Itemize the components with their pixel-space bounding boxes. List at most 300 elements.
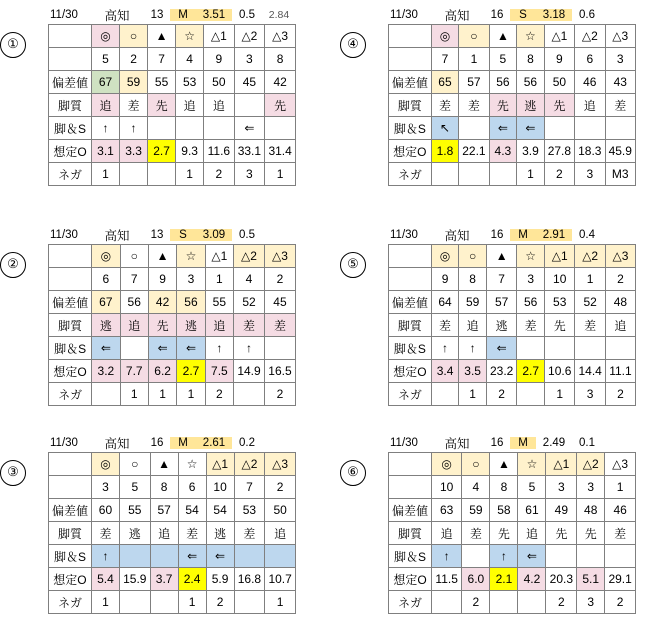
estimated-odds-cell: 3.2 bbox=[92, 360, 120, 383]
header-value1: 2.49 bbox=[542, 437, 566, 449]
row-label-deviation-value: 偏差値 bbox=[389, 499, 432, 522]
estimated-odds-cell: 6.2 bbox=[148, 360, 176, 383]
style-and-s-cell: ↖ bbox=[431, 117, 459, 140]
running-style-cell: 追 bbox=[176, 94, 204, 117]
running-style-cell: 差 bbox=[234, 522, 265, 545]
mark-cell: ▲ bbox=[150, 453, 178, 476]
style-and-s-cell bbox=[546, 545, 577, 568]
style-and-s-cell bbox=[120, 337, 148, 360]
estimated-odds-cell: 4.2 bbox=[518, 568, 546, 591]
estimated-odds-cell: 18.3 bbox=[575, 140, 605, 163]
header-count: 16 bbox=[150, 437, 164, 449]
table-row bbox=[49, 94, 296, 117]
estimated-odds-cell: 16.8 bbox=[234, 568, 265, 591]
row-label-empty bbox=[389, 48, 432, 71]
header-place: 高知 bbox=[104, 437, 130, 451]
running-style-cell: 逃 bbox=[517, 94, 545, 117]
table-row bbox=[49, 163, 296, 186]
estimated-odds-cell: 3.7 bbox=[150, 568, 178, 591]
estimated-odds-cell: 16.5 bbox=[264, 360, 295, 383]
running-style-cell: 追 bbox=[150, 522, 178, 545]
style-and-s-cell: ↑ bbox=[205, 337, 233, 360]
horse-number-cell: 10 bbox=[206, 476, 234, 499]
negative-cell bbox=[92, 383, 120, 406]
negative-cell: 2 bbox=[264, 383, 295, 406]
deviation-value-cell: 58 bbox=[490, 499, 518, 522]
header-count: 16 bbox=[490, 9, 504, 21]
horse-number-cell: 10 bbox=[544, 268, 574, 291]
deviation-value-cell: 46 bbox=[575, 71, 605, 94]
estimated-odds-cell: 31.4 bbox=[265, 140, 296, 163]
deviation-value-cell: 67 bbox=[92, 291, 120, 314]
running-style-cell: 差 bbox=[517, 314, 545, 337]
table-row bbox=[389, 48, 636, 71]
row-label-estimated-odds: 想定O bbox=[49, 568, 92, 591]
running-style-cell: 追 bbox=[605, 314, 635, 337]
running-style-cell: 先 bbox=[544, 314, 574, 337]
block-header-4 bbox=[388, 6, 636, 24]
row-label-estimated-odds: 想定O bbox=[389, 568, 432, 591]
running-style-cell: 追 bbox=[518, 522, 546, 545]
row-label-deviation-value: 偏差値 bbox=[389, 291, 432, 314]
deviation-value-cell: 50 bbox=[265, 499, 296, 522]
deviation-value-cell: 56 bbox=[120, 291, 148, 314]
header-value2: 0.6 bbox=[579, 9, 595, 21]
mark-cell: ◎ bbox=[431, 25, 459, 48]
negative-cell: 2 bbox=[204, 163, 234, 186]
running-style-cell: 先 bbox=[490, 522, 518, 545]
running-style-cell: 追 bbox=[265, 522, 296, 545]
row-label-negative: ネガ bbox=[49, 383, 92, 406]
table-row bbox=[49, 591, 296, 614]
running-style-cell: 差 bbox=[234, 314, 265, 337]
style-and-s-cell: ⇐ bbox=[234, 117, 265, 140]
horse-number-cell: 2 bbox=[120, 48, 148, 71]
negative-cell bbox=[490, 591, 518, 614]
table-row bbox=[49, 545, 296, 568]
style-and-s-cell bbox=[150, 545, 178, 568]
table-row bbox=[49, 337, 296, 360]
row-label-estimated-odds: 想定O bbox=[389, 140, 432, 163]
row-label-style-and-s: 脚＆S bbox=[389, 117, 432, 140]
table-row bbox=[49, 291, 296, 314]
mark-cell: △2 bbox=[575, 245, 605, 268]
estimated-odds-cell: 3.1 bbox=[91, 140, 119, 163]
style-and-s-cell bbox=[517, 337, 545, 360]
negative-cell: 1 bbox=[178, 591, 206, 614]
table-row bbox=[49, 499, 296, 522]
style-and-s-cell bbox=[605, 545, 636, 568]
header-value1: 2.91 bbox=[536, 229, 572, 241]
block-header-3 bbox=[48, 434, 296, 452]
running-style-cell: 逃 bbox=[92, 314, 120, 337]
deviation-value-cell: 57 bbox=[459, 71, 489, 94]
mark-cell: ○ bbox=[120, 25, 148, 48]
table-row bbox=[389, 360, 636, 383]
mark-cell: ◎ bbox=[92, 245, 120, 268]
table-row bbox=[389, 383, 636, 406]
race-table-3 bbox=[48, 452, 296, 614]
estimated-odds-cell: 20.3 bbox=[546, 568, 577, 591]
horse-number-cell: 4 bbox=[234, 268, 265, 291]
running-style-cell: 逃 bbox=[486, 314, 516, 337]
mark-cell: △3 bbox=[605, 453, 636, 476]
horse-number-cell: 2 bbox=[264, 268, 295, 291]
header-value2: 0.2 bbox=[239, 437, 255, 449]
horse-number-cell: 3 bbox=[91, 476, 119, 499]
row-label-empty bbox=[389, 245, 432, 268]
running-style-cell: 差 bbox=[605, 522, 636, 545]
table-row bbox=[389, 314, 636, 337]
table-row bbox=[49, 25, 296, 48]
deviation-value-cell: 54 bbox=[206, 499, 234, 522]
running-style-cell: 追 bbox=[120, 314, 148, 337]
table-row bbox=[389, 337, 636, 360]
header-place: 高知 bbox=[104, 9, 130, 23]
deviation-value-cell: 45 bbox=[264, 291, 295, 314]
mark-cell: ▲ bbox=[490, 453, 518, 476]
style-and-s-cell: ↑ bbox=[91, 117, 119, 140]
horse-number-cell: 3 bbox=[605, 48, 636, 71]
style-and-s-cell bbox=[544, 117, 574, 140]
estimated-odds-cell: 2.7 bbox=[148, 140, 176, 163]
mark-cell: ○ bbox=[459, 245, 487, 268]
header-date: 11/30 bbox=[50, 437, 78, 449]
mark-cell: △2 bbox=[234, 25, 265, 48]
mark-cell: ○ bbox=[462, 453, 490, 476]
mark-cell: ▲ bbox=[489, 25, 517, 48]
table-row bbox=[49, 476, 296, 499]
table-row bbox=[49, 245, 296, 268]
negative-cell: 2 bbox=[544, 163, 574, 186]
row-label-running-style: 脚質 bbox=[389, 314, 432, 337]
block-index-5: ⑤ bbox=[340, 252, 366, 278]
estimated-odds-cell: 45.9 bbox=[605, 140, 636, 163]
deviation-value-cell: 48 bbox=[605, 291, 635, 314]
horse-number-cell: 3 bbox=[546, 476, 577, 499]
table-row bbox=[389, 499, 636, 522]
table-row bbox=[389, 268, 636, 291]
horse-number-cell: 3 bbox=[577, 476, 605, 499]
running-style-cell: 差 bbox=[264, 314, 295, 337]
table-row bbox=[49, 314, 296, 337]
negative-cell bbox=[431, 591, 461, 614]
negative-cell bbox=[489, 163, 517, 186]
estimated-odds-cell: 6.0 bbox=[462, 568, 490, 591]
horse-number-cell: 9 bbox=[431, 268, 459, 291]
horse-number-cell: 8 bbox=[490, 476, 518, 499]
horse-number-cell: 3 bbox=[234, 48, 265, 71]
negative-cell: 1 bbox=[459, 383, 487, 406]
mark-cell: △1 bbox=[206, 453, 234, 476]
table-row bbox=[389, 117, 636, 140]
header-date: 11/30 bbox=[390, 229, 418, 241]
deviation-value-cell: 56 bbox=[177, 291, 205, 314]
estimated-odds-cell: 27.8 bbox=[544, 140, 574, 163]
mark-cell: ◎ bbox=[91, 453, 119, 476]
horse-number-cell: 1 bbox=[459, 48, 489, 71]
style-and-s-cell bbox=[176, 117, 204, 140]
header-count: 16 bbox=[490, 437, 504, 449]
style-and-s-cell bbox=[544, 337, 574, 360]
table-row bbox=[49, 568, 296, 591]
running-style-cell: 差 bbox=[178, 522, 206, 545]
header-value1: 2.61 bbox=[196, 437, 232, 449]
estimated-odds-cell: 33.1 bbox=[234, 140, 265, 163]
negative-cell: 1 bbox=[265, 591, 296, 614]
deviation-value-cell: 52 bbox=[234, 291, 265, 314]
horse-number-cell: 5 bbox=[489, 48, 517, 71]
deviation-value-cell: 52 bbox=[575, 291, 605, 314]
race-table-6 bbox=[388, 452, 636, 614]
negative-cell: M3 bbox=[605, 163, 636, 186]
horse-number-cell: 8 bbox=[517, 48, 545, 71]
estimated-odds-cell: 7.7 bbox=[120, 360, 148, 383]
mark-cell: ○ bbox=[120, 245, 148, 268]
row-label-negative: ネガ bbox=[389, 163, 432, 186]
block-index-2: ② bbox=[0, 252, 26, 278]
horse-number-cell: 1 bbox=[575, 268, 605, 291]
deviation-value-cell: 53 bbox=[234, 499, 265, 522]
running-style-cell: 追 bbox=[575, 94, 605, 117]
running-style-cell: 先 bbox=[577, 522, 605, 545]
estimated-odds-cell: 4.3 bbox=[489, 140, 517, 163]
style-and-s-cell: ⇐ bbox=[517, 117, 545, 140]
header-date: 11/30 bbox=[390, 9, 418, 21]
mark-cell: ☆ bbox=[177, 245, 205, 268]
deviation-value-cell: 43 bbox=[605, 71, 636, 94]
estimated-odds-cell: 3.4 bbox=[431, 360, 459, 383]
estimated-odds-cell: 3.3 bbox=[120, 140, 148, 163]
header-date: 11/30 bbox=[390, 437, 418, 449]
header-date: 11/30 bbox=[50, 229, 78, 241]
header-grade: S bbox=[510, 9, 536, 21]
negative-cell bbox=[459, 163, 489, 186]
mark-cell: △2 bbox=[234, 453, 265, 476]
row-label-negative: ネガ bbox=[49, 163, 92, 186]
header-value2: 0.5 bbox=[239, 229, 255, 241]
header-grade: M bbox=[510, 437, 536, 449]
estimated-odds-cell: 5.9 bbox=[206, 568, 234, 591]
row-label-style-and-s: 脚＆S bbox=[49, 117, 92, 140]
negative-cell: 1 bbox=[517, 163, 545, 186]
estimated-odds-cell: 2.1 bbox=[490, 568, 518, 591]
mark-cell: ☆ bbox=[176, 25, 204, 48]
row-label-estimated-odds: 想定O bbox=[49, 140, 92, 163]
header-value3: 2.84 bbox=[268, 9, 290, 21]
style-and-s-cell: ↑ bbox=[431, 545, 461, 568]
estimated-odds-cell: 14.9 bbox=[234, 360, 265, 383]
mark-cell: ☆ bbox=[178, 453, 206, 476]
negative-cell: 1 bbox=[544, 383, 574, 406]
negative-cell: 1 bbox=[91, 163, 119, 186]
mark-cell: △1 bbox=[546, 453, 577, 476]
estimated-odds-cell: 29.1 bbox=[605, 568, 636, 591]
deviation-value-cell: 59 bbox=[120, 71, 148, 94]
header-place: 高知 bbox=[444, 9, 470, 23]
running-style-cell: 追 bbox=[91, 94, 119, 117]
mark-cell: ☆ bbox=[517, 25, 545, 48]
deviation-value-cell: 67 bbox=[91, 71, 119, 94]
table-row bbox=[389, 568, 636, 591]
negative-cell: 2 bbox=[546, 591, 577, 614]
negative-cell bbox=[431, 383, 459, 406]
negative-cell: 1 bbox=[148, 383, 176, 406]
style-and-s-cell: ⇐ bbox=[486, 337, 516, 360]
table-row bbox=[49, 268, 296, 291]
running-style-cell: 先 bbox=[489, 94, 517, 117]
mark-cell: △2 bbox=[577, 453, 605, 476]
row-label-negative: ネガ bbox=[389, 383, 432, 406]
horse-number-cell: 10 bbox=[431, 476, 461, 499]
table-row bbox=[49, 383, 296, 406]
horse-number-cell: 6 bbox=[178, 476, 206, 499]
negative-cell: 1 bbox=[91, 591, 119, 614]
style-and-s-cell: ↑ bbox=[490, 545, 518, 568]
style-and-s-cell bbox=[605, 117, 636, 140]
negative-cell bbox=[518, 591, 546, 614]
table-row bbox=[49, 117, 296, 140]
estimated-odds-cell: 3.9 bbox=[517, 140, 545, 163]
table-row bbox=[49, 71, 296, 94]
negative-cell: 2 bbox=[462, 591, 490, 614]
header-value1: 3.09 bbox=[196, 229, 232, 241]
mark-cell: △2 bbox=[575, 25, 605, 48]
mark-cell: ☆ bbox=[518, 453, 546, 476]
estimated-odds-cell: 11.6 bbox=[204, 140, 234, 163]
deviation-value-cell: 57 bbox=[486, 291, 516, 314]
table-row bbox=[49, 453, 296, 476]
deviation-value-cell: 54 bbox=[178, 499, 206, 522]
row-label-style-and-s: 脚＆S bbox=[389, 337, 432, 360]
mark-cell: △3 bbox=[264, 245, 295, 268]
horse-number-cell: 7 bbox=[148, 48, 176, 71]
style-and-s-cell bbox=[575, 337, 605, 360]
negative-cell: 2 bbox=[605, 383, 635, 406]
deviation-value-cell: 56 bbox=[489, 71, 517, 94]
row-label-empty bbox=[49, 25, 92, 48]
style-and-s-cell bbox=[577, 545, 605, 568]
header-grade: M bbox=[170, 9, 196, 21]
style-and-s-cell: ↑ bbox=[431, 337, 459, 360]
row-label-estimated-odds: 想定O bbox=[49, 360, 92, 383]
estimated-odds-cell: 23.2 bbox=[486, 360, 516, 383]
running-style-cell bbox=[234, 94, 265, 117]
horse-number-cell: 7 bbox=[486, 268, 516, 291]
race-table-4 bbox=[388, 24, 636, 186]
estimated-odds-cell: 1.8 bbox=[431, 140, 459, 163]
row-label-style-and-s: 脚＆S bbox=[49, 337, 92, 360]
table-row bbox=[389, 545, 636, 568]
horse-number-cell: 3 bbox=[177, 268, 205, 291]
deviation-value-cell: 42 bbox=[265, 71, 296, 94]
table-row bbox=[49, 140, 296, 163]
style-and-s-cell: ⇐ bbox=[518, 545, 546, 568]
mark-cell: △3 bbox=[605, 25, 636, 48]
running-style-cell: 差 bbox=[605, 94, 636, 117]
deviation-value-cell: 55 bbox=[205, 291, 233, 314]
mark-cell: △1 bbox=[204, 25, 234, 48]
negative-cell bbox=[119, 591, 150, 614]
mark-cell: ○ bbox=[459, 25, 489, 48]
style-and-s-cell bbox=[265, 117, 296, 140]
horse-number-cell: 5 bbox=[119, 476, 150, 499]
negative-cell: 2 bbox=[206, 591, 234, 614]
table-row bbox=[49, 522, 296, 545]
table-row bbox=[389, 140, 636, 163]
header-value1: 3.18 bbox=[536, 9, 572, 21]
negative-cell: 1 bbox=[176, 163, 204, 186]
negative-cell bbox=[234, 591, 265, 614]
negative-cell: 1 bbox=[265, 163, 296, 186]
running-style-cell: 追 bbox=[431, 522, 461, 545]
running-style-cell: 追 bbox=[205, 314, 233, 337]
table-row bbox=[389, 163, 636, 186]
style-and-s-cell bbox=[265, 545, 296, 568]
row-label-running-style: 脚質 bbox=[389, 94, 432, 117]
estimated-odds-cell: 10.7 bbox=[265, 568, 296, 591]
block-header-1 bbox=[48, 6, 296, 24]
negative-cell: 2 bbox=[205, 383, 233, 406]
mark-cell: ▲ bbox=[148, 25, 176, 48]
running-style-cell: 差 bbox=[431, 94, 459, 117]
row-label-negative: ネガ bbox=[49, 591, 92, 614]
estimated-odds-cell: 22.1 bbox=[459, 140, 489, 163]
mark-cell: △1 bbox=[205, 245, 233, 268]
mark-cell: △3 bbox=[265, 453, 296, 476]
table-row bbox=[389, 94, 636, 117]
negative-cell bbox=[431, 163, 459, 186]
estimated-odds-cell: 14.4 bbox=[575, 360, 605, 383]
style-and-s-cell: ↑ bbox=[234, 337, 265, 360]
row-label-running-style: 脚質 bbox=[49, 522, 92, 545]
table-row bbox=[389, 522, 636, 545]
deviation-value-cell: 60 bbox=[91, 499, 119, 522]
deviation-value-cell: 45 bbox=[234, 71, 265, 94]
horse-number-cell: 2 bbox=[265, 476, 296, 499]
header-count: 13 bbox=[150, 229, 164, 241]
block-index-4: ④ bbox=[340, 32, 366, 58]
running-style-cell: 先 bbox=[546, 522, 577, 545]
deviation-value-cell: 57 bbox=[150, 499, 178, 522]
negative-cell: 3 bbox=[234, 163, 265, 186]
row-label-estimated-odds: 想定O bbox=[389, 360, 432, 383]
header-value2: 0.4 bbox=[579, 229, 595, 241]
running-style-cell: 逃 bbox=[206, 522, 234, 545]
deviation-value-cell: 59 bbox=[459, 291, 487, 314]
table-row bbox=[389, 453, 636, 476]
style-and-s-cell bbox=[605, 337, 635, 360]
running-style-cell: 差 bbox=[91, 522, 119, 545]
mark-cell: ☆ bbox=[517, 245, 545, 268]
negative-cell: 3 bbox=[577, 591, 605, 614]
horse-number-cell: 7 bbox=[234, 476, 265, 499]
header-place: 高知 bbox=[444, 437, 470, 451]
estimated-odds-cell: 5.4 bbox=[91, 568, 119, 591]
mark-cell: ○ bbox=[119, 453, 150, 476]
header-place: 高知 bbox=[444, 229, 470, 243]
block-index-3: ③ bbox=[0, 460, 26, 486]
negative-cell bbox=[150, 591, 178, 614]
horse-number-cell: 4 bbox=[462, 476, 490, 499]
horse-number-cell: 1 bbox=[605, 476, 636, 499]
mark-cell: ◎ bbox=[91, 25, 119, 48]
style-and-s-cell bbox=[204, 117, 234, 140]
style-and-s-cell: ⇐ bbox=[178, 545, 206, 568]
block-index-6: ⑥ bbox=[340, 460, 366, 486]
row-label-style-and-s: 脚＆S bbox=[49, 545, 92, 568]
header-value2: 0.1 bbox=[579, 437, 595, 449]
